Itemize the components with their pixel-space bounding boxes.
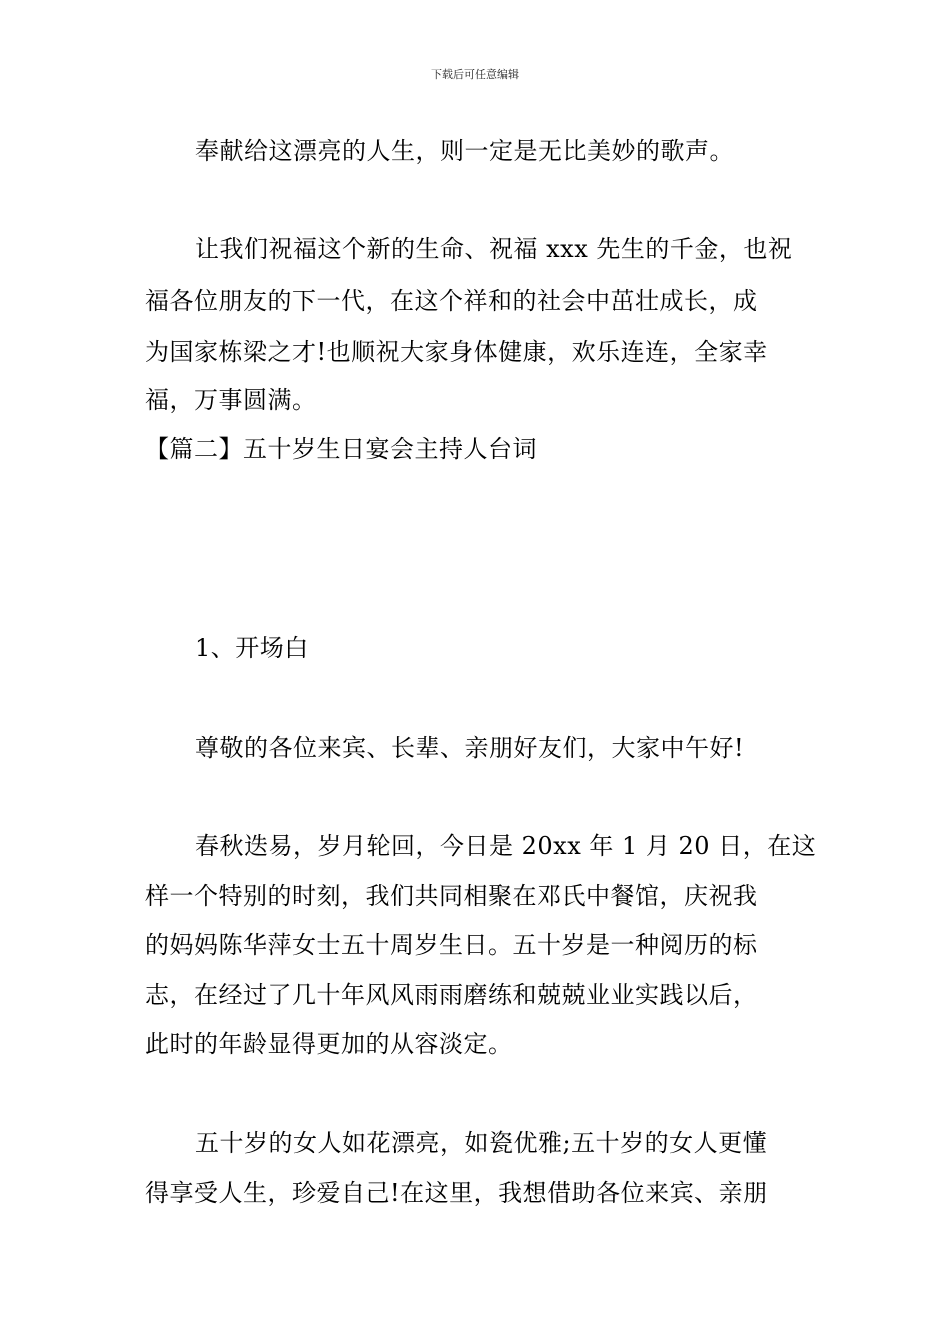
page-header-note: 下载后可任意编辑 (431, 68, 519, 81)
paragraph-line: 春秋迭易，岁月轮回，今日是 20xx 年 1 月 20 日，在这 (195, 832, 817, 860)
paragraph-line: 福，万事圆满。 (145, 386, 317, 414)
paragraph-line: 样一个特别的时刻，我们共同相聚在邓氏中餐馆，庆祝我 (145, 882, 758, 910)
paragraph-line: 五十岁的女人如花漂亮，如瓷优雅;五十岁的女人更懂 (195, 1129, 768, 1157)
paragraph-line: 的妈妈陈华萍女士五十周岁生日。五十岁是一种阅历的标 (145, 931, 758, 959)
paragraph-line: 福各位朋友的下一代，在这个祥和的社会中茁壮成长，成 (145, 287, 758, 315)
paragraph-line: 志，在经过了几十年风风雨雨磨练和兢兢业业实践以后， (145, 981, 758, 1009)
paragraph-line: 此时的年龄显得更加的从容淡定。 (145, 1030, 513, 1058)
paragraph-line: 尊敬的各位来宾、长辈、亲朋好友们，大家中午好! (195, 734, 745, 762)
paragraph-line: 让我们祝福这个新的生命、祝福 xxx 先生的千金，也祝 (195, 235, 793, 263)
paragraph-line: 奉献给这漂亮的人生，则一定是无比美妙的歌声。 (195, 137, 734, 165)
section-heading: 【篇二】五十岁生日宴会主持人台词 (145, 435, 537, 463)
subsection-heading: 1、开场白 (195, 634, 309, 662)
paragraph-line: 得享受人生，珍爱自己!在这里，我想借助各位来宾、亲朋 (145, 1179, 768, 1207)
paragraph-line: 为国家栋梁之才!也顺祝大家身体健康，欢乐连连，全家幸 (145, 338, 768, 366)
